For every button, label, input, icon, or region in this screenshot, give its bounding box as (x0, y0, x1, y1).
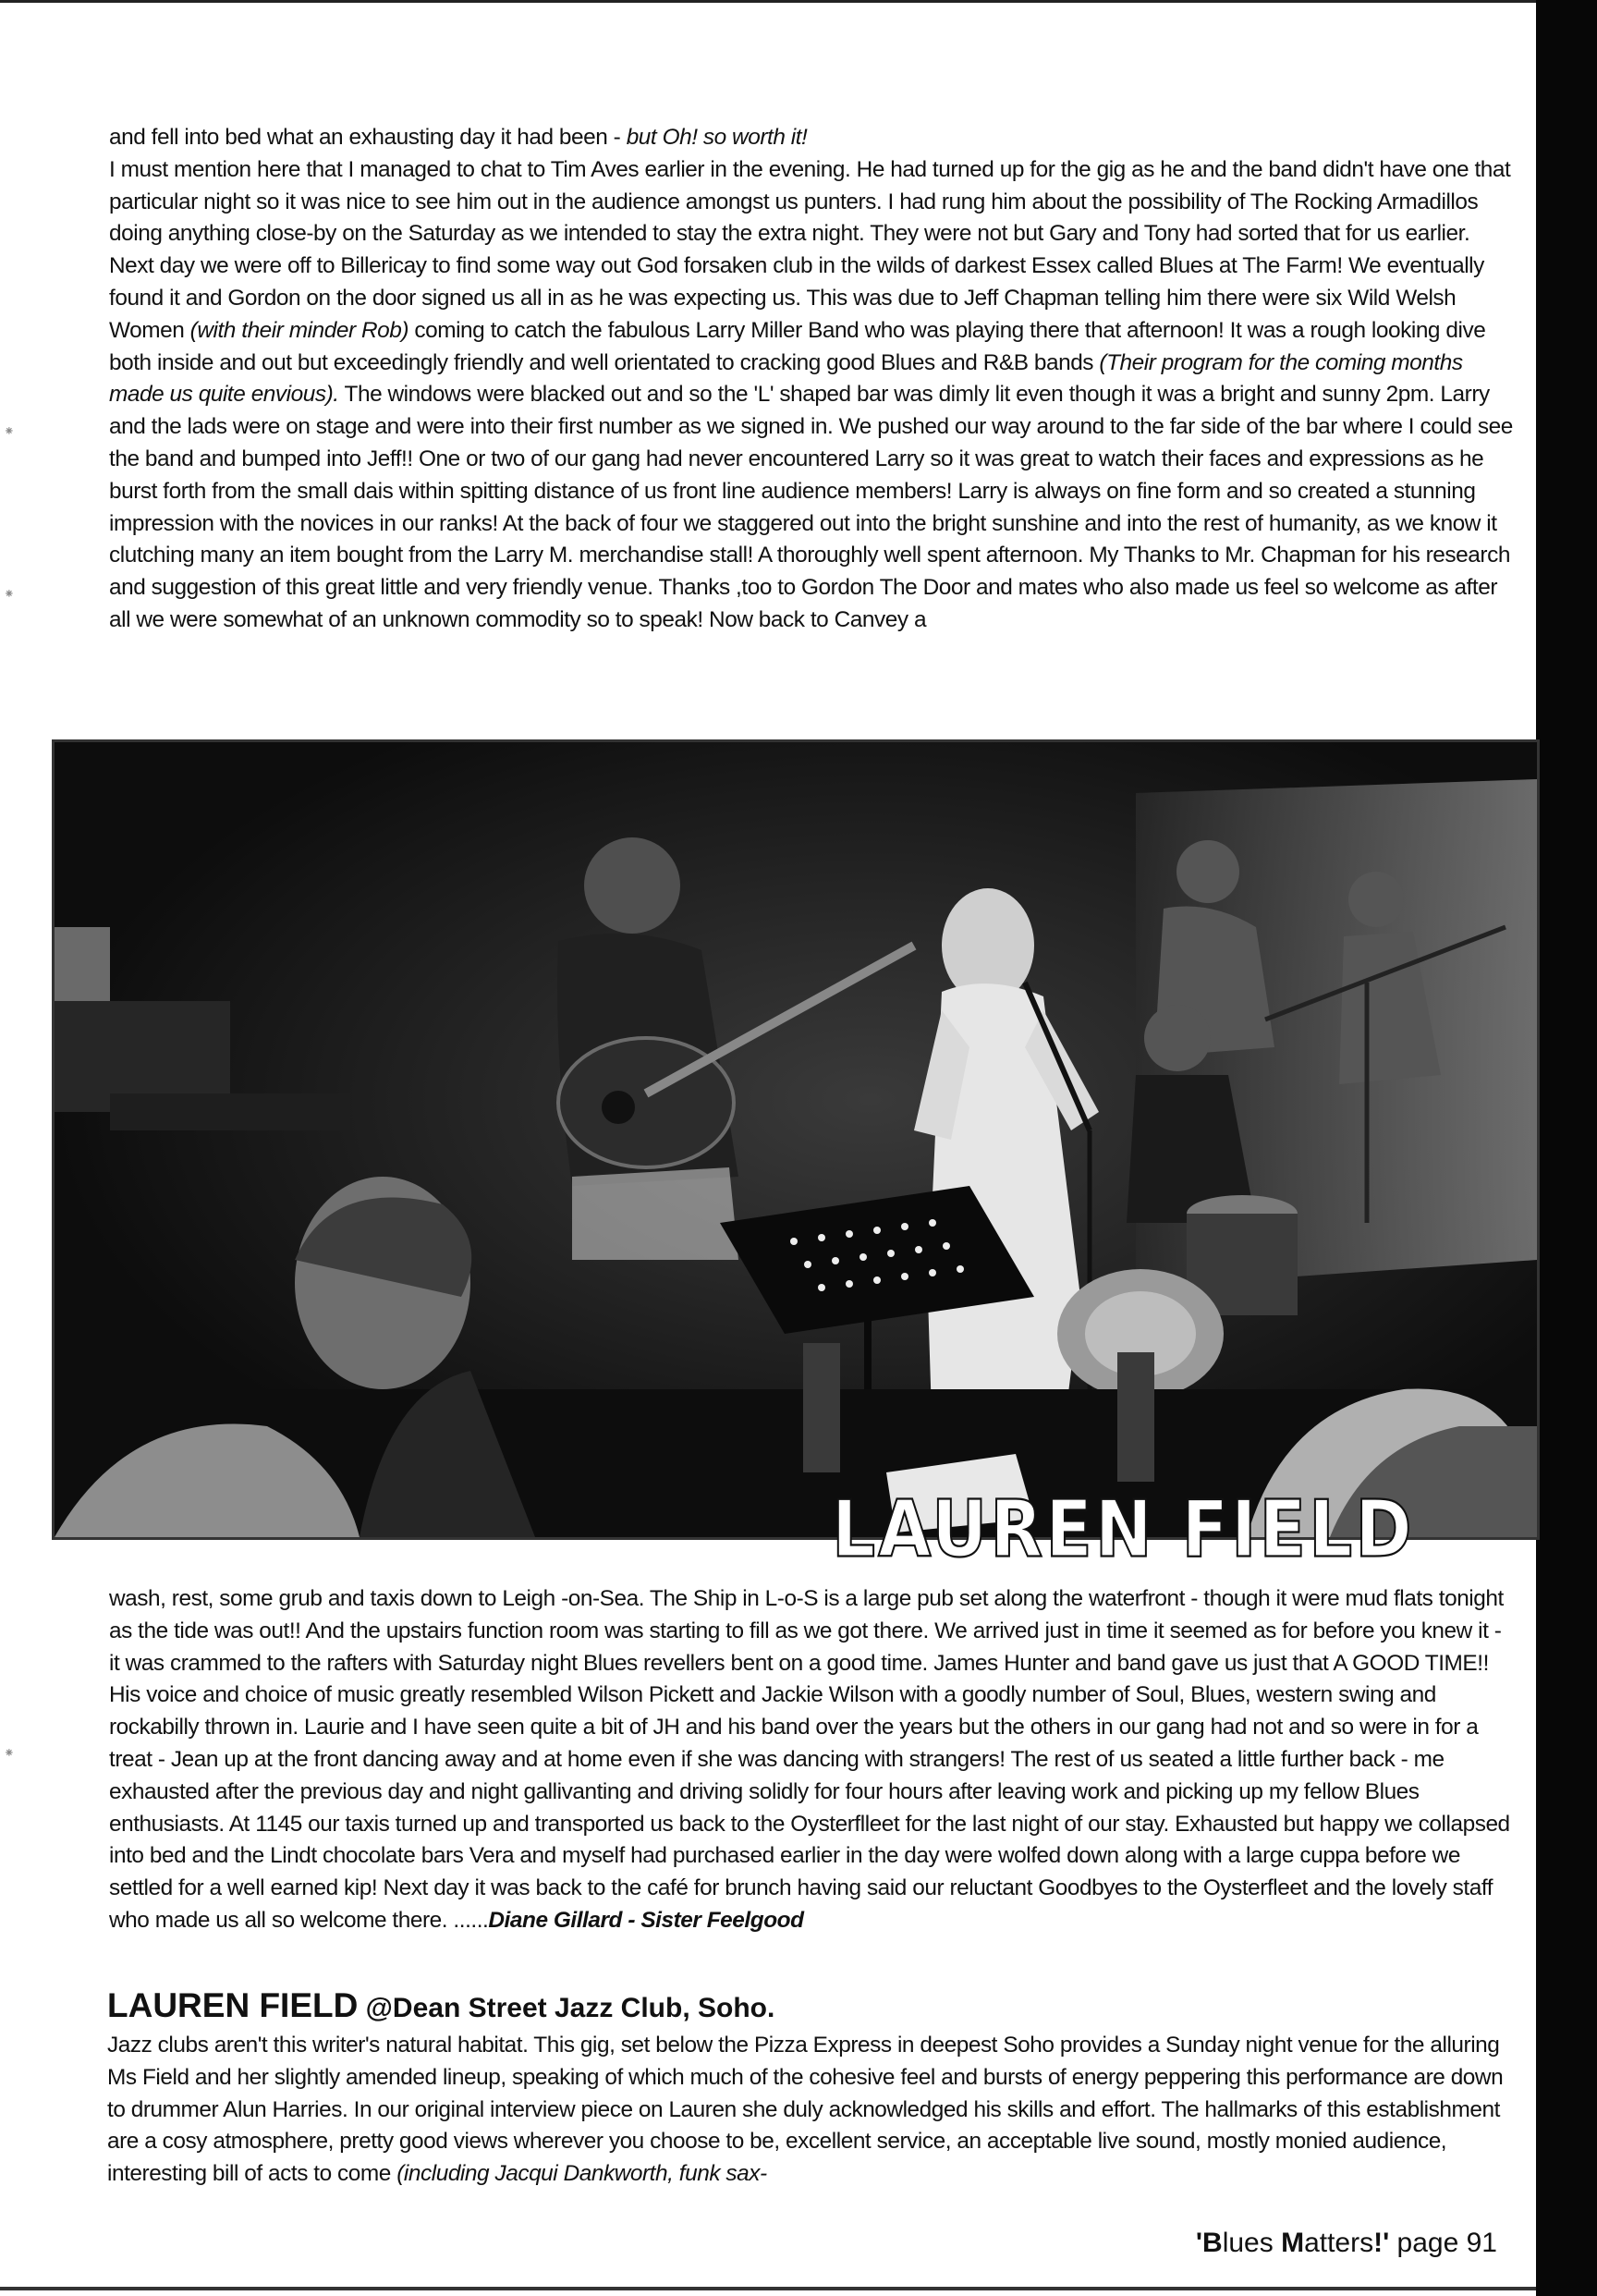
scan-edge-shadow (1536, 0, 1597, 2296)
binding-mark: ⁕ (4, 586, 15, 601)
paragraph-italic: (with their minder Rob) (189, 317, 409, 343)
review-heading-venue: @Dean Street Jazz Club, Soho. (358, 1993, 775, 2023)
paragraph-italic: but Oh! so worth it! (626, 125, 808, 150)
footer-magazine-part: lues (1222, 2228, 1282, 2258)
binding-mark: ⁕ (4, 1745, 15, 1760)
paragraph (107, 2030, 1505, 2191)
paragraph-text: Next day we were off to Billericay to find some way out God forsaken club in the wilds of darkest Essex called Blues at The Farm! We eventually found it and Gordon on the door signed us all in as he was expecting us. This was due to Jeff Chapman telling him there were six Wild Welsh Women (109, 253, 1484, 343)
article-bottom-column (109, 1583, 1514, 1937)
paragraph-text: wash, rest, some grub and taxis down to Leigh -on-Sea. The Ship in L-o-S is a large pub set along the waterfront - though it were mud flats tonight as the tide was out!! And the upstairs function room was starting to fill as we got there. We arrived just in time it seemed as for before you knew it - it was crammed to the rafters with Saturday night Blues revellers bent on a good time. James Hunter and band gave us just that A GOOD TIME!! His voice and choice of music greatly resembled Wilson Pickett and Jackie Wilson with a goodly number of Soul, Blues, western swing and rockabilly thrown in. Laurie and I have seen quite a bit of JH and his band over the years but the others in our gang had not and so were in for a treat - Jean up at the front dancing away and at home even if she was dancing with strangers! The rest of us seated a little further back - me exhausted after the previous day and night gallivanting and driving solidly for four hours after leaving work and picking up my fellow Blues enthusiasts. At 1145 our taxis turned up and transported us back to the Oysterflleet for the last night of our stay. Exhausted but happy we collapsed into bed and the Lindt chocolate bars Vera and myself had purchased earlier in the day were wolfed down along with a large cuppa before we settled for a well earned kip! Next day it was back to the café for brunch having said our reluctant Goodbyes to the Oysterfleet and the lovely staff who made us all so welcome there. ...... (109, 1586, 1510, 1933)
paragraph (109, 250, 1518, 637)
paragraph-italic: (Their program for the coming months made us quite envious). (109, 349, 1463, 408)
photo-caption: LAUREN FIELD (832, 1484, 1415, 1576)
paragraph (109, 122, 1518, 154)
binding-mark: ⁕ (4, 423, 15, 438)
paragraph-text: and fell into bed what an exhausting day it had been - (109, 125, 627, 150)
bottom-rule (0, 2287, 1536, 2290)
paragraph: I must mention here that I managed to chat to Tim Aves earlier in the evening. He had turned up for the gig as he and the band didn't have one that particular night so it was nice to see him out in the audience amongst us punters. I had rung him about the possibility of The Rocking Armadillos doing anything close-by on the Saturday as we intended to stay the extra night. They were not but Gary and Tony had sorted that for us earlier. (109, 156, 1511, 247)
paragraph-text: Jazz clubs aren't this writer's natural habitat. This gig, set below the Pizza Express in deepest Soho provides a Sunday night venue for the alluring Ms Field and her slightly amended lineup, speaking of which much of the cohesive feel and bursts of energy peppering this performance are down to drummer Alun Harries. In our original interview piece on Lauren she duly acknowledged his skills and effort. The hallmarks of this establishment are a cosy atmosphere, pretty good views wherever you choose to be, excellent service, an acceptable live sound, mostly monied audience, interesting bill of acts to come (107, 2033, 1504, 2187)
author-signature: Diane Gillard - Sister Feelgood (488, 1907, 804, 1933)
paragraph (109, 1583, 1514, 1937)
review-heading (107, 1985, 774, 2029)
paragraph-text: coming to catch the fabulous Larry Miller Band who was playing there that afternoon! It was a rough looking dive both inside and out but exceedingly friendly and well orientated to cracking good Blues and R&B bands (109, 317, 1486, 375)
page-footer (1196, 2227, 1497, 2260)
footer-magazine-part: !' (1373, 2228, 1390, 2258)
review-column (107, 2030, 1505, 2191)
paragraph-text: The windows were blacked out and so the 'L' shaped bar was dimly lit even though it was a bright and sunny 2pm. Larry and the lads were on stage and were into their first number as we signed in. We pushed our way around to the far side of the bar where I could see the band and bumped into Jeff!! One or two of our gang had never encountered Larry so it was great to watch their faces and expressions as he burst forth from the small dais within spitting distance of us front line audience members! Larry is always on fine form and so created a stunning impression with the novices in our ranks! At the back of four we staggered out into the bright sunshine and into the rest of humanity, as we know it clutching many an item bought from the Larry M. merchandise stall! A thoroughly well spent afternoon. My Thanks to Mr. Chapman for his research and suggestion of this great little and very friendly venue. Thanks ,too to Gordon The Door and mates who also made us feel so welcome as after all we were somewhat of an unknown commodity so to speak! Now back to Canvey a (109, 382, 1513, 632)
paragraph-italic: (including Jacqui Dankworth, funk sax- (396, 2161, 767, 2187)
footer-magazine-part: atters (1304, 2228, 1374, 2258)
review-heading-title: LAUREN FIELD (107, 1986, 359, 2024)
footer-magazine-part: 'B (1195, 2228, 1223, 2258)
top-rule (0, 0, 1536, 3)
concert-photo-illustration (55, 742, 1537, 1537)
article-top-column (109, 122, 1518, 637)
page-number: page 91 (1389, 2228, 1497, 2258)
concert-photo (52, 739, 1540, 1540)
footer-magazine-part: M (1281, 2228, 1305, 2258)
